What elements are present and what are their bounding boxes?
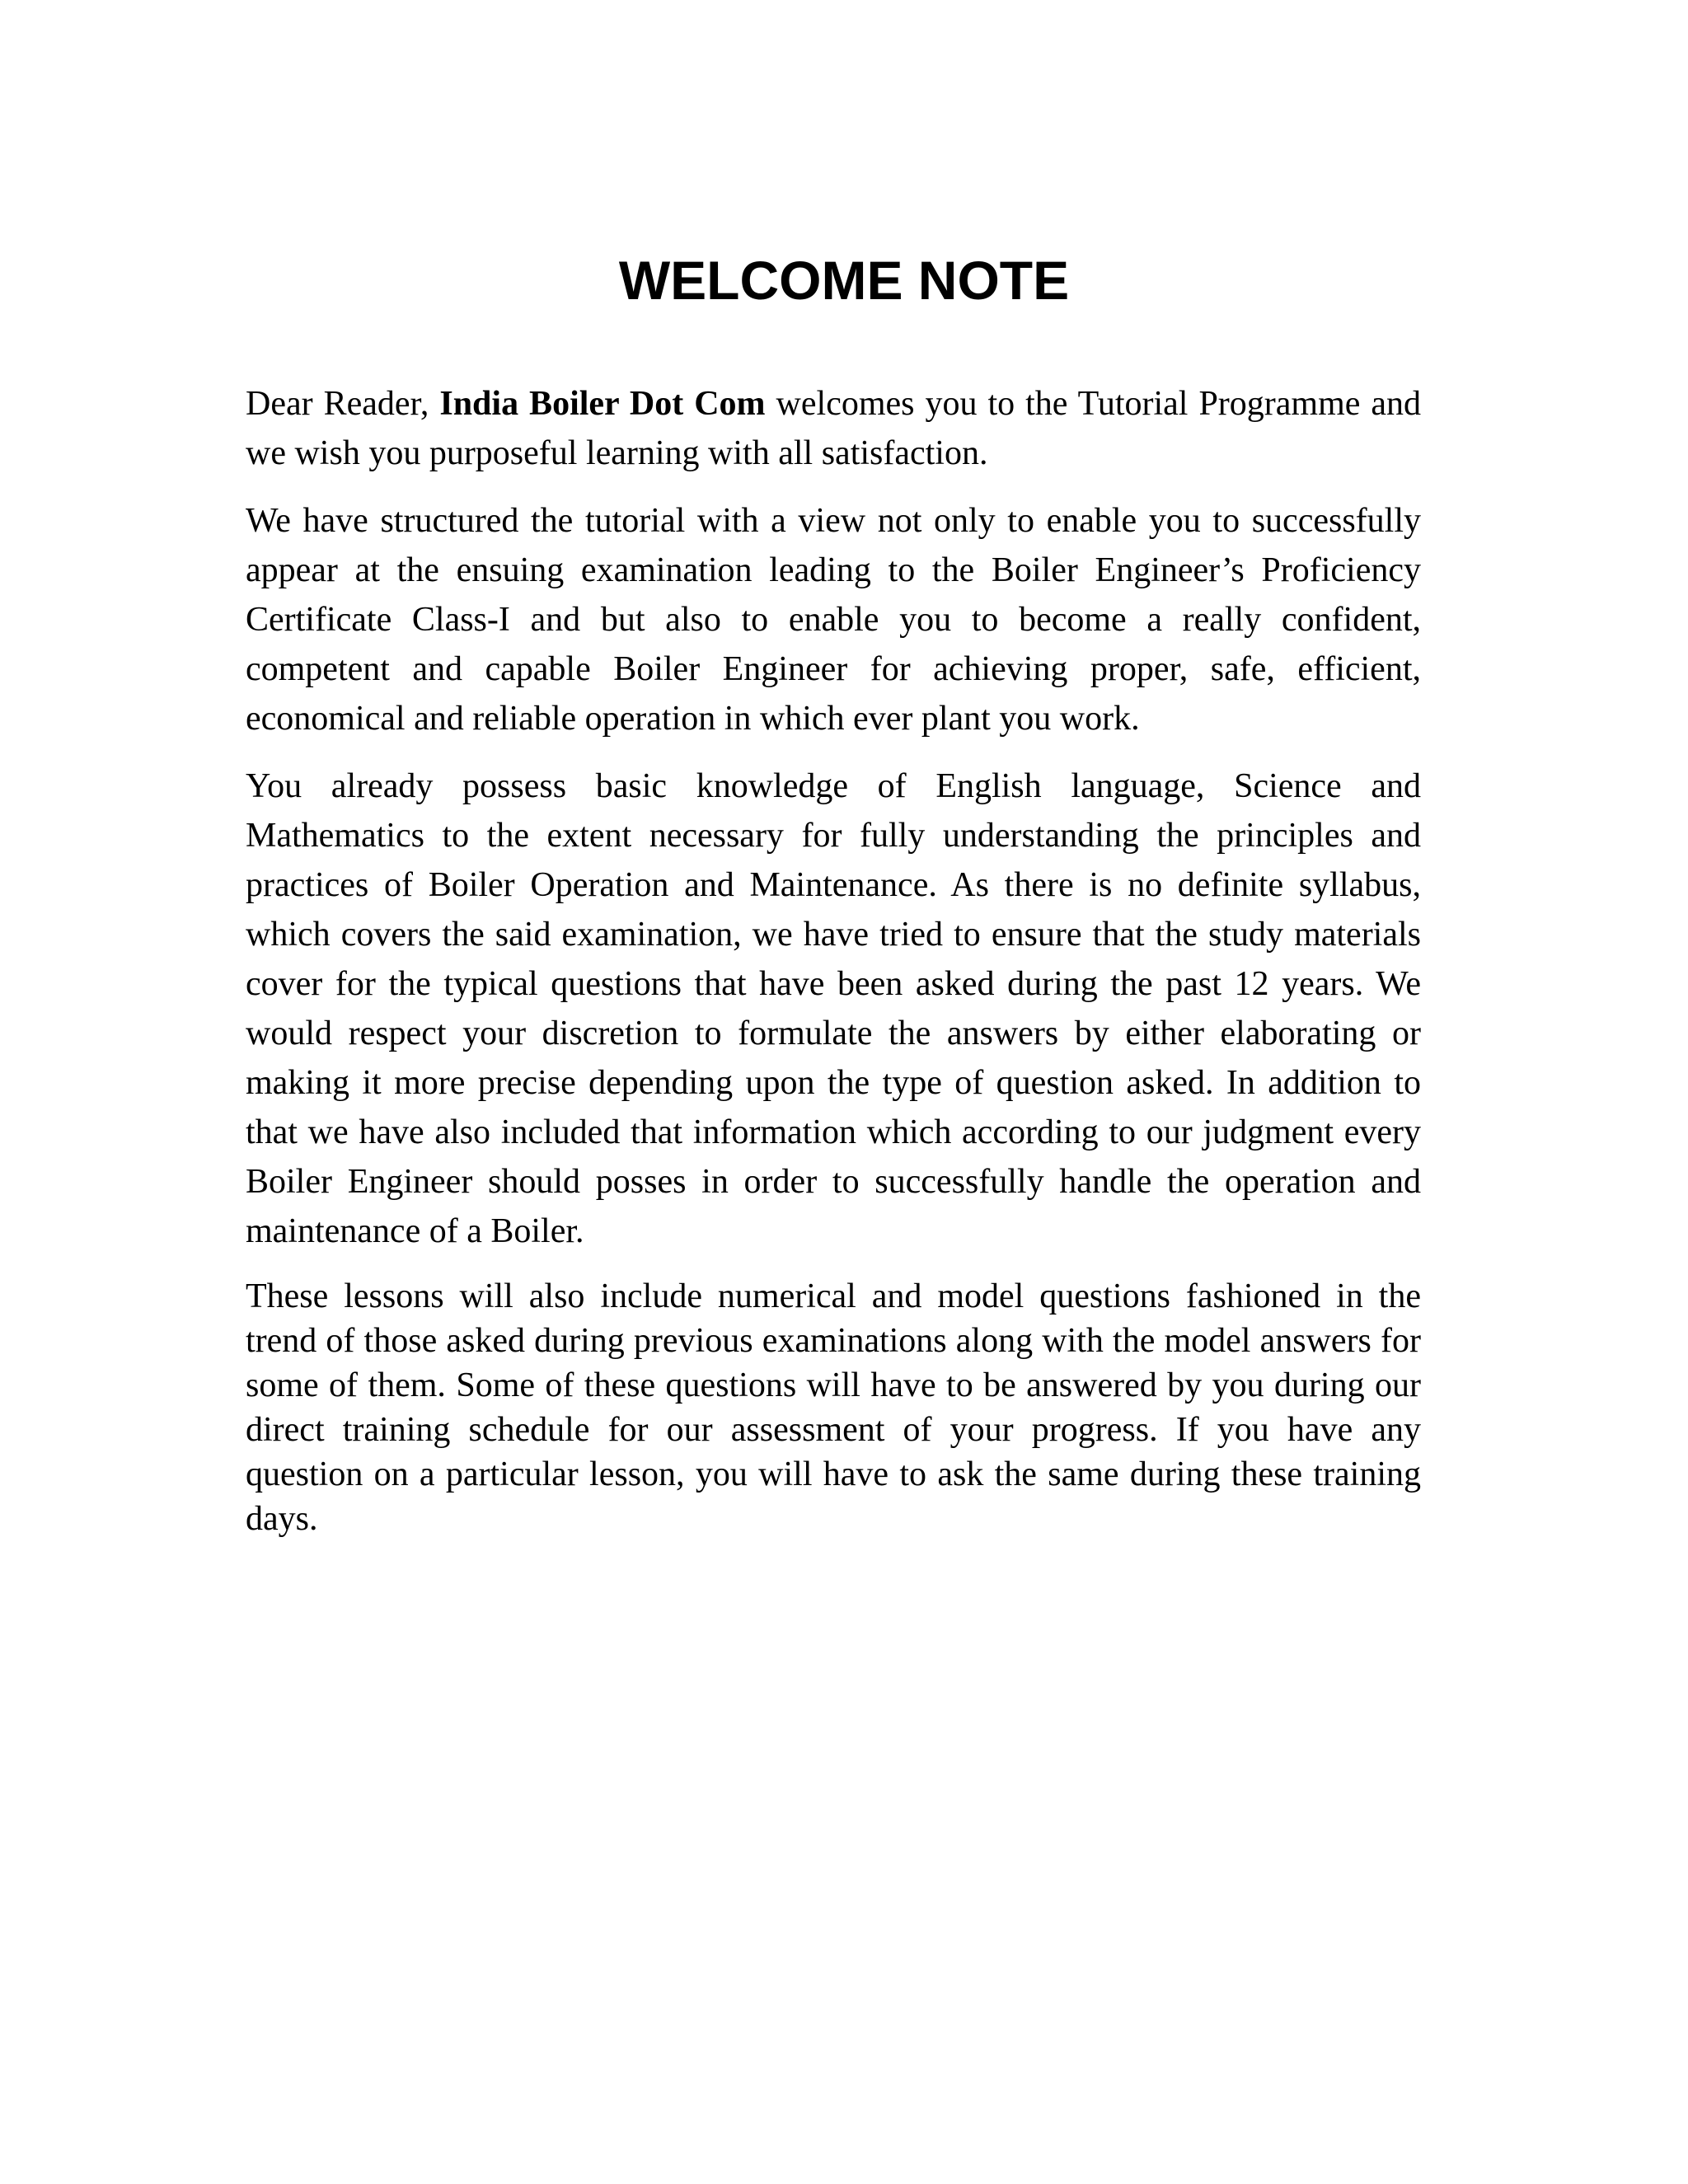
paragraph-lessons: These lessons will also include numerical and model questions fashioned in the trend of those asked during previous examinations along with the model answers for some of them. Some of these questions will have to be answered by you during our direct training schedule for our assessment of your progress. If you have any question on a particular lesson, you will have to ask the same during these training days.: [246, 1277, 1421, 1538]
document-body: [246, 379, 1421, 1559]
brand-name: India Boiler Dot Com: [439, 385, 766, 423]
paragraph-prior-knowledge: You already possess basic knowledge of English language, Science and Mathematics to the extent necessary for fully understanding the principles and practices of Boiler Operation and Maintenance. As there is no definite syllabus, which covers the said examination, we have tried to ensure that the study materials cover for the typical questions that have been asked during the past 12 years. We would respect your discretion to formulate the answers by either elaborating or making it more precise depending upon the type of question asked. In addition to that we have also included that information which according to our judgment every Boiler Engineer should posses in order to successfully handle the operation and maintenance of a Boiler.: [246, 767, 1421, 1250]
intro-text: welcomes you to the Tutorial Programme and we wish you purposeful learning with all satisfaction.: [246, 385, 1422, 472]
page-title: WELCOME NOTE: [618, 250, 1070, 311]
paragraph-intro: [246, 379, 1421, 478]
paragraph-tutorial-structure: We have structured the tutorial with a view not only to enable you to successfully appear at the ensuing examination leading to the Boiler Engineer’s Proficiency Certificate Class-I and but also to enable you to become a really confident, competent and capable Boiler Engineer for achieving proper, safe, efficient, economical and reliable operation in which ever plant you work.: [246, 502, 1421, 738]
greeting-text: Dear Reader,: [246, 385, 429, 423]
